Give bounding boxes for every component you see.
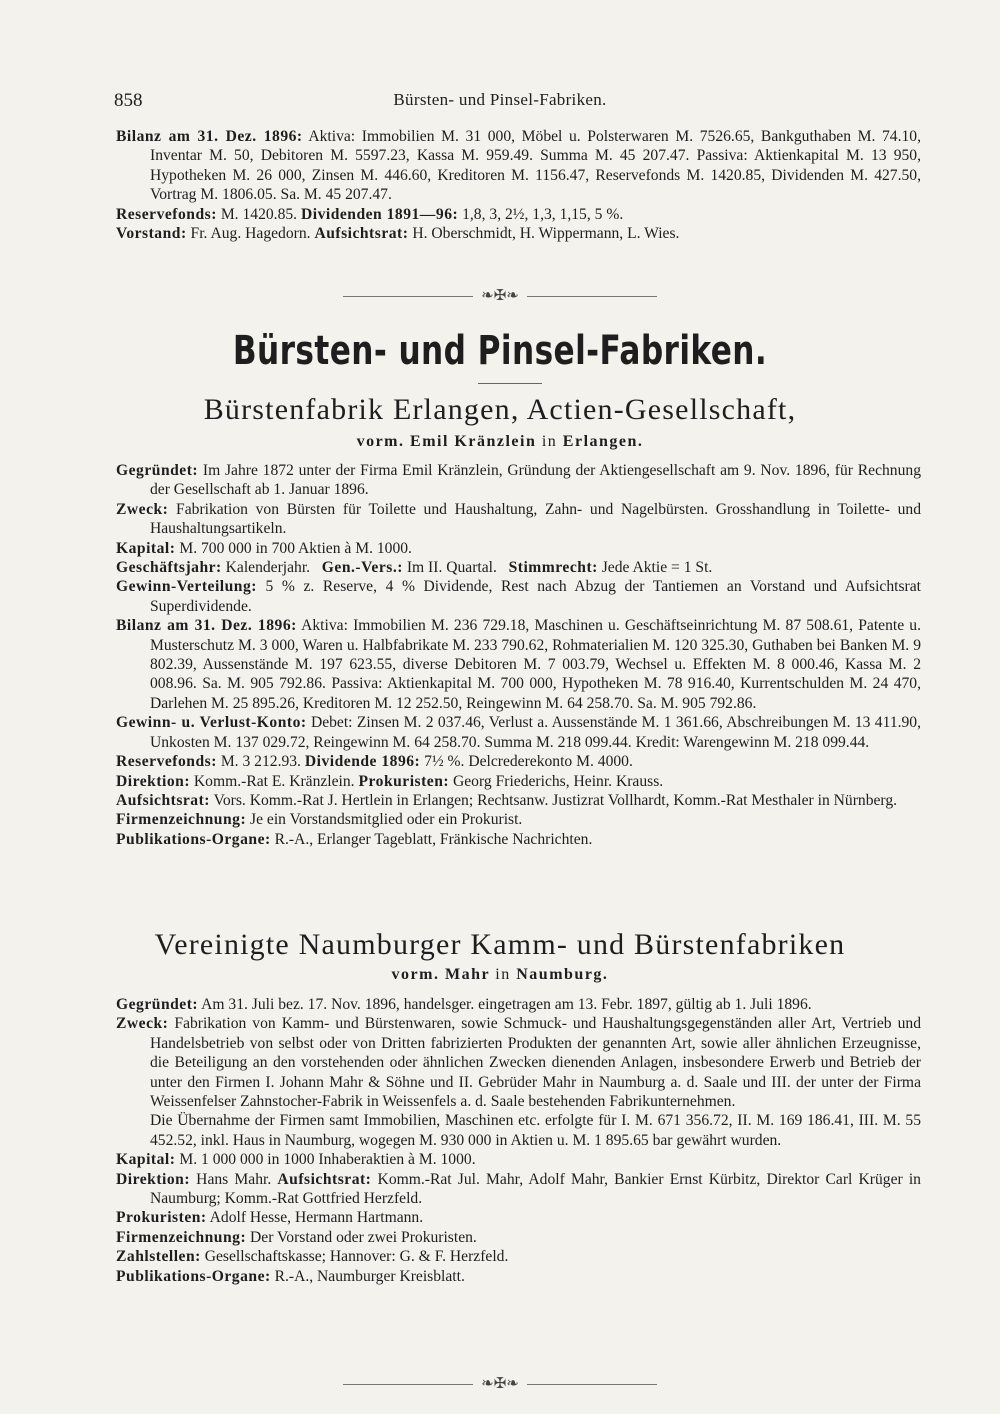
profit-distribution: Gewinn-Verteilung: 5 % z. Reserve, 4 % Dividende, Rest nach Abzug der Tantiemen an Vorstand und Aufsichtsrat Superdividende.: [116, 578, 921, 615]
running-title: Bürsten- und Pinsel-Fabriken.: [393, 90, 607, 109]
publications: Publikations-Organe: R.-A., Erlanger Tageblatt, Fränkische Nachrichten.: [116, 830, 593, 848]
supervisory-board: Aufsichtsrat: Vors. Komm.-Rat J. Hertlein in Erlangen; Rechtsanw. Justizrat Vollhardt, Komm.-Rat Mesthaler in Nürnberg.: [116, 791, 898, 809]
company-title-erlangen: Bürstenfabrik Erlangen, Actien-Gesellschaft,: [203, 393, 797, 426]
signature-rule: Firmenzeichnung: Der Vorstand oder zwei Prokuristen.: [116, 1228, 477, 1246]
takeover: Die Übernahme der Firmen samt Immobilien, Maschinen etc. erfolgte für I. M. 671 356.72, II. M. 169 186.41, III. M. 55 452.52, inkl. Haus in Naumburg, wogegen M. 930 000 in Aktien u. M. 1 895.65 bar gewährt wurden.: [150, 1112, 921, 1149]
capital: Kapital: M. 1 000 000 in 1000 Inhaberaktien à M. 1000.: [116, 1151, 476, 1169]
fiscal-year: Geschäftsjahr: Kalenderjahr. Gen.-Vers.: Im II. Quartal. Stimmrecht: Jede Aktie = 1 St.: [116, 559, 713, 577]
purpose: Zweck: Fabrikation von Kamm- und Bürstenwaren, sowie Schmuck- und Haushaltungsgegenständen aller Art, Vertrieb und Handelsbetrieb von selbst oder von Dritten fabrizierten Produkten der genannten Art, sowie aller ähnlichen Erzeugnisse, die Beteiligung an den vorstehenden oder ähnlichen Zwecken dienenden Anlagen, insbesondere Erwerb und Betrieb der unter den Firmen I. Johann Mahr & Söhne und II. Gebrüder Mahr in Naumburg a. d. Saale und III. der unter der Firma Weissenfelser Zahnstocher-Fabrik in Weissenfels a. d. Saale bestehenden Fabrikunternehmen.: [116, 1015, 921, 1111]
company-entry-erlangen: [116, 461, 921, 849]
founded: Gegründet: Im Jahre 1872 unter der Firma Emil Kränzlein, Gründung der Aktiengesellschaft am 9. Nov. 1896, für Rechnung der Gesellschaft ab 1. Januar 1896.: [116, 462, 921, 499]
ornament-end: ❧✠❧: [0, 1374, 1000, 1393]
prev-board: Vorstand: Fr. Aug. Hagedorn. Aufsichtsrat: H. Oberschmidt, H. Wippermann, L. Wies.: [116, 225, 680, 243]
title-rule: [478, 383, 542, 384]
paying-agents: Zahlstellen: Gesellschaftskasse; Hannover: G. & F. Herzfeld.: [116, 1248, 509, 1266]
prev-balance: Bilanz am 31. Dez. 1896: Aktiva: Immobilien M. 31 000, Möbel u. Polsterwaren M. 7526.65, Bankguthaben M. 74.10, Inventar M. 50, Debitoren M. 5597.23, Kassa M. 959.49. Summa M. 45 207.47. Passiva: Aktienkapital M. 13 950, Hypotheken M. 26 000, Zinsen M. 446.60, Kreditoren M. 1156.47, Reservefonds M. 1420.85, Dividenden M. 427.50, Vortrag M. 1806.05. Sa. M. 45 207.47.: [116, 128, 921, 204]
signature-rule: Firmenzeichnung: Je ein Vorstandsmitglied oder ein Prokurist.: [116, 811, 523, 829]
company-subtitle-naumburg: vorm. Mahr in Naumburg.: [391, 966, 609, 983]
profit-loss: Gewinn- u. Verlust-Konto: Debet: Zinsen M. 2 037.46, Verlust a. Aussenstände M. 1 361.66, Abschreibungen M. 13 411.90, Unkosten M. 137 029.72, Reingewinn M. 64 258.70. Summa M. 218 099.44. Kredit: Warengewinn M. 218 099.44.: [116, 714, 922, 751]
previous-entry: [116, 127, 921, 243]
company-title-naumburg: Vereinigte Naumburger Kamm- und Bürstenfabriken: [154, 928, 846, 961]
reserve-dividend: Reservefonds: M. 3 212.93. Dividende 1896: 7½ %. Delcrederekonto M. 4000.: [116, 753, 633, 771]
founded: Gegründet: Am 31. Juli bez. 17. Nov. 1896, handelsger. eingetragen am 13. Febr. 1897, gültig ab 1. Juli 1896.: [116, 996, 812, 1013]
section-title: Bürsten- und Pinsel-Fabriken.: [232, 328, 768, 374]
ornament-divider: ❧✠❧: [0, 286, 1000, 305]
company-entry-naumburg: [116, 995, 921, 1286]
purpose: Zweck: Fabrikation von Bürsten für Toilette und Haushaltung, Zahn- und Nagelbürsten. Grosshandlung in Toilette- und Haushaltungsartikeln.: [116, 500, 921, 538]
page-number: 858: [114, 90, 143, 111]
publications: Publikations-Organe: R.-A., Naumburger Kreisblatt.: [116, 1267, 465, 1285]
procurists: Prokuristen: Adolf Hesse, Hermann Hartmann.: [116, 1209, 424, 1227]
prev-reserve: Reservefonds: M. 1420.85. Dividenden 1891—96: 1,8, 3, 2½, 1,3, 1,15, 5 %.: [116, 205, 624, 223]
capital: Kapital: M. 700 000 in 700 Aktien à M. 1000.: [116, 539, 412, 557]
company-subtitle-erlangen: vorm. Emil Kränzlein in Erlangen.: [356, 433, 644, 450]
management: Direktion: Hans Mahr. Aufsichtsrat: Komm.-Rat Jul. Mahr, Adolf Mahr, Bankier Ernst Kürbitz, Direktor Carl Krüger in Naumburg; Komm.-Rat Gottfried Herzfeld.: [116, 1170, 921, 1208]
management: Direktion: Komm.-Rat E. Kränzlein. Prokuristen: Georg Friederichs, Heinr. Krauss.: [116, 772, 664, 790]
balance-sheet: Bilanz am 31. Dez. 1896: Aktiva: Immobilien M. 236 729.18, Maschinen u. Geschäftseinrichtung M. 87 508.61, Patente u. Musterschutz M. 3 000, Waren u. Halbfabrikate M. 233 790.62, Rohmaterialien M. 120 325.30, Guthaben bei Banken M. 9 802.39, Aussenstände M. 197 623.55, diverse Debitoren M. 7 003.79, Wechsel u. Effekten M. 8 000.46, Kassa M. 2 008.96. Sa. M. 905 792.86. Passiva: Aktienkapital M. 700 000, Hypotheken M. 78 916.40, Kurrentschulden M. 24 470, Darlehen M. 25 895.26, Kreditoren M. 12 252.50, Reingewinn M. 64 258.70. Sa. M. 905 792.86.: [116, 617, 921, 712]
